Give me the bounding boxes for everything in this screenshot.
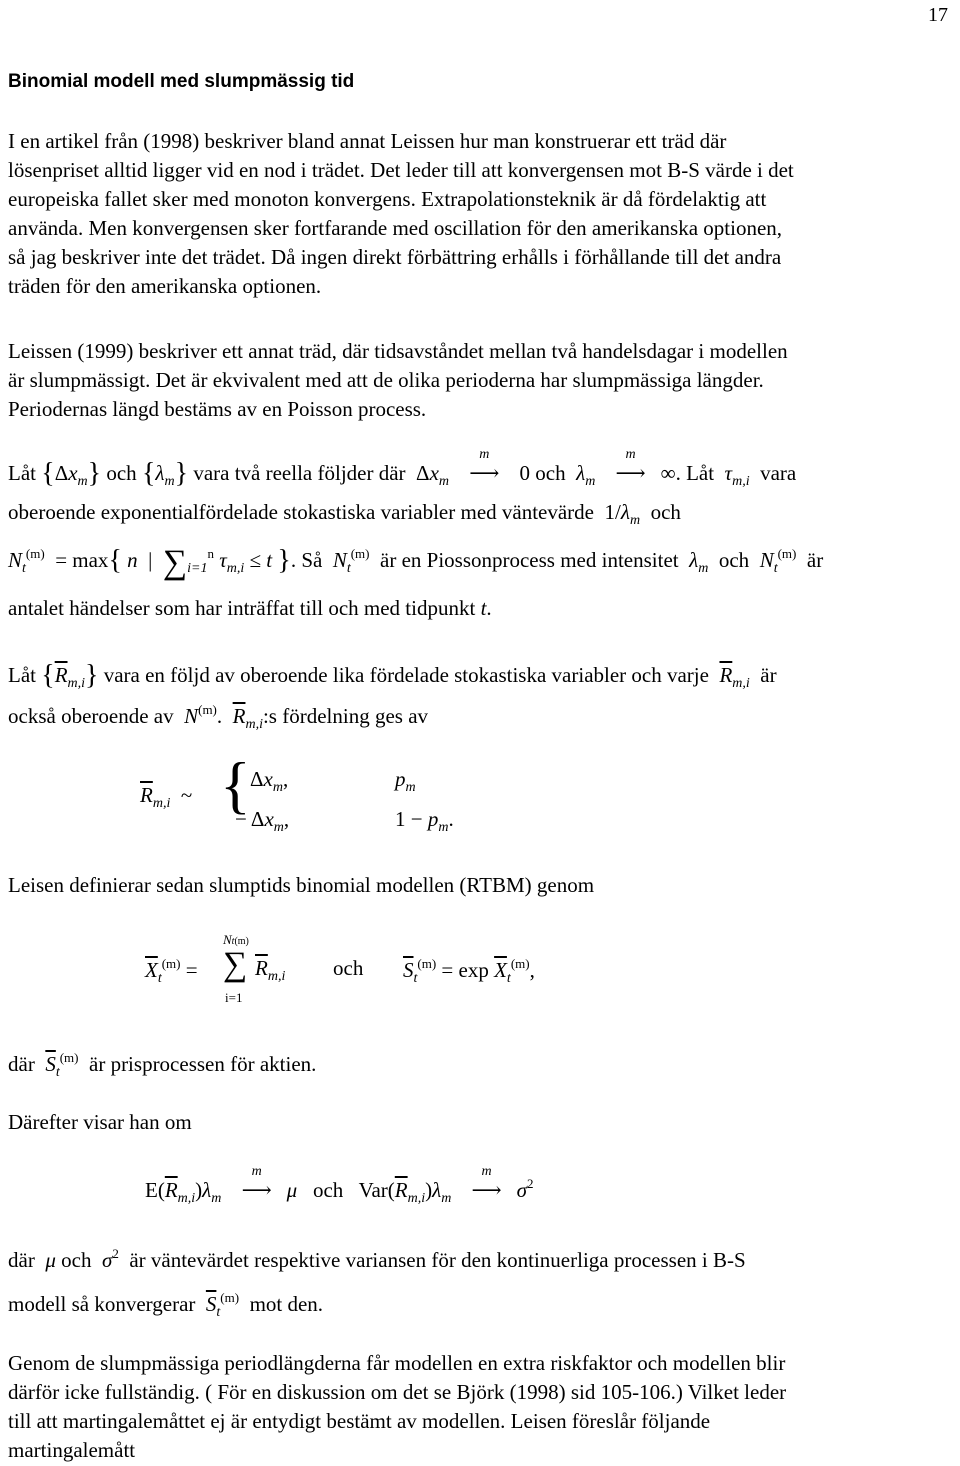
text-expectation-variance: där μ och $\sigma^2$ är väntevärdet respektive variansen för den kontinuerliga processen i B-S — [8, 1246, 746, 1272]
rtbm-equation: $\overline{X}_t^{(m)}$ = Nt(m) ∑ i=1 $\overline{R}_{m,i}$ och $\overline{S}_t^{(m)} = \exp \overline{X}_t^{(m)}$, — [145, 932, 535, 1005]
arrow-to: m ⟶ — [241, 1164, 272, 1202]
text-line: Genom de slumpmässiga periodlängderna får modellen en extra riskfaktor och modellen blir — [8, 1351, 786, 1375]
convergence-equation: $E(\overline{R}_{m,i})\lambda_m$ m ⟶ μ och $Var(\overline{R}_{m,i})\lambda_m$ m ⟶ $\sigma^2$ — [145, 1164, 534, 1206]
text-line: träden för den amerikanska optionen. — [8, 273, 322, 298]
math-line-events: antalet händelser som har inträffat till och med tidpunkt t. — [8, 596, 492, 620]
math-line-exponential: oberoende exponentialfördelade stokastiska variabler med väntevärde $1/\lambda_m$ och — [8, 500, 681, 528]
math-line-iid: Låt $\{\overline{R}_{m,i}\}$ vara en följd av oberoende lika fördelade stokastiska variabler och varje $\overline{R}_{m,i}$ är — [8, 660, 777, 691]
math-line-poisson: $N_t^{(m)} = \max${ n | $\sum_{i=1}^n$ $\tau_{m,i} \le t$ }. Så $N_t^{(m)}$ är en Piossonprocess med intensitet $\lambda_m$ och $N_t^{(m)}$ är — [8, 544, 824, 581]
text-converges: modell så konvergerar $\overline{S}_t^{(m)}$ mot den. — [8, 1290, 324, 1320]
text-line: därför icke fullständig. ( För en diskussion om det se Björk (1998) sid 105-106.) Vilket leder — [8, 1379, 787, 1404]
page-number: 17 — [928, 4, 948, 26]
text-darefter: Därefter visar han om — [8, 1110, 192, 1134]
math-line-independent: också oberoende av $N^{(m)}$. $\overline{R}_{m,i}:s$ fördelning ges av — [8, 702, 429, 732]
text-line: martingalemått — [8, 1437, 136, 1462]
arrow-to: m ⟶ — [469, 447, 500, 485]
text-line: använda. Men konvergensen sker fortfarande med oscillation för den amerikanska optionen, — [8, 215, 783, 240]
distribution-equation: $\overline{R}_{m,i}$ ~ { $\Delta x_m$, $p_m$ − $\Delta x_m$, $1 - p_m$. — [140, 749, 454, 835]
text-rtbm: Leisen definierar sedan slumptids binomial modellen (RTBM) genom — [8, 873, 595, 897]
section-heading: Binomial modell med slumpmässig tid — [8, 71, 355, 92]
text-line: Periodernas längd bestäms av en Poisson process. — [8, 396, 427, 421]
arrow-to: m ⟶ — [615, 447, 646, 485]
text-line: så jag beskriver inte det trädet. Då ingen direkt förbättring erhålls i förhållande till det andra — [8, 244, 782, 269]
text-line: europeiska fallet sker med monoton konvergens. Extrapolationsteknik är då fördelaktig att — [8, 186, 767, 211]
paragraph-intro — [8, 127, 958, 300]
paragraph-martingale — [8, 1349, 958, 1465]
text-line: till att martingalemåttet ej är entydigt bestämt av modellen. Leisen föreslår följande — [8, 1408, 711, 1433]
text-line: lösenpriset alltid ligger vid en nod i trädet. Det leder till att konvergensen mot B-S värde i det — [8, 157, 794, 182]
text-price-process: där $\overline{S}_t^{(m)}$ är prisprocessen för aktien. — [8, 1050, 317, 1080]
text-line: är slumpmässigt. Det är ekvivalent med att de olika perioderna har slumpmässiga längder. — [8, 367, 764, 392]
arrow-to: m ⟶ — [471, 1164, 502, 1202]
text-line: Leissen (1999) beskriver ett annat träd, där tidsavståndet mellan två handelsdagar i modellen — [8, 339, 788, 363]
math-line-sequences: Låt $\{\Delta x_m\}$ och $\{\lambda_m\}$ vara två reella följder där $\Delta x_m$ m ⟶ 0 och $\lambda_m$ m ⟶ ∞. Låt $\tau_{m,i}$ vara — [8, 447, 797, 489]
text-line: I en artikel från (1998) beskriver bland annat Leissen hur man konstruerar ett träd där — [8, 129, 727, 153]
paragraph-leissen — [8, 337, 958, 424]
